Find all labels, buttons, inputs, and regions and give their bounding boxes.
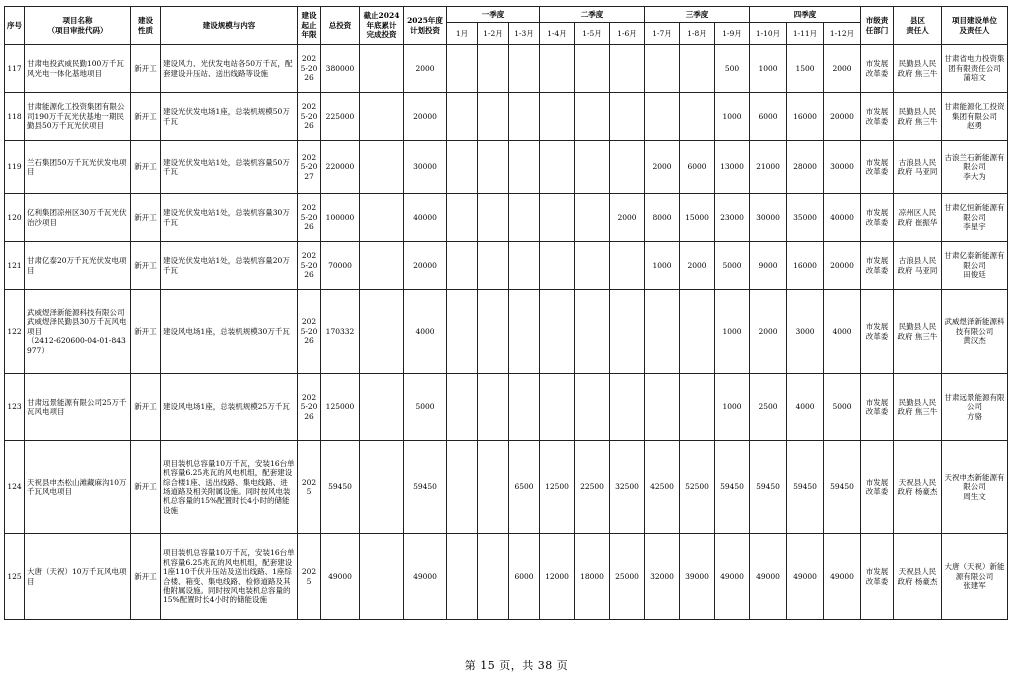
header-seq: 序号 [5,7,25,45]
cell-nature: 新开工 [131,374,161,441]
cell-month-6 [610,93,645,141]
cell-unit: 天祝申杰新能源有限公司 周生文 [942,441,1008,534]
cell-month-9: 5000 [715,242,750,290]
cell-scale: 建设光伏发电场1座，总装机规模50万千瓦 [161,93,298,141]
cell-scale: 项目装机总容量10万千瓦，安装16台单机容量6.25兆瓦的风电机组，配套建设综合楼1座、送出线路、集电线路、进场道路及相关附属设施。同时按风电装机总容量的15%配置时长4小时的储能设施 [161,441,298,534]
cell-month-11: 35000 [787,194,824,242]
header-scale: 建设规模与内容 [161,7,298,45]
cell-month-9: 1000 [715,290,750,374]
cell-month-3 [509,141,540,194]
cell-month-8: 6000 [680,141,715,194]
table-row [5,93,1008,141]
cell-month-2 [478,290,509,374]
cell-dept: 市发展改革委 [861,534,894,620]
cell-project-name: 甘肃电投武威民勤100万千瓦风光电一体化基地项目 [25,45,131,93]
header-month: 1-3月 [509,23,540,45]
cell-scale: 建设风力、光伏发电站各50万千瓦，配套建设升压站、送出线路等设施 [161,45,298,93]
cell-county: 民勤县人民政府 焦三牛 [894,93,942,141]
header-q1: 一季度 [447,7,540,23]
cell-month-4 [540,374,575,441]
cell-total: 125000 [321,374,360,441]
cell-month-11: 49000 [787,534,824,620]
cell-month-10: 2500 [750,374,787,441]
cell-nature: 新开工 [131,93,161,141]
cell-month-2 [478,141,509,194]
cell-unit: 甘肃远景能源有限公司 方骆 [942,374,1008,441]
cell-month-5 [575,374,610,441]
cell-month-10: 6000 [750,93,787,141]
cell-month-5: 18000 [575,534,610,620]
cell-plan-2025: 20000 [404,242,447,290]
cell-seq: 122 [5,290,25,374]
cell-month-3: 6500 [509,441,540,534]
cell-nature: 新开工 [131,45,161,93]
cell-unit: 大唐（天祝）新能源有限公司 张建军 [942,534,1008,620]
table-row [5,194,1008,242]
cell-month-12: 40000 [824,194,861,242]
header-month: 1-6月 [610,23,645,45]
cell-dept: 市发展改革委 [861,441,894,534]
header-month: 1-9月 [715,23,750,45]
cell-month-8: 39000 [680,534,715,620]
cell-period: 2025-2026 [298,93,321,141]
cell-month-11: 16000 [787,242,824,290]
cell-month-5 [575,194,610,242]
cell-month-1 [447,534,478,620]
cell-cum-2024 [360,93,404,141]
cell-month-3 [509,45,540,93]
cell-seq: 119 [5,141,25,194]
cell-month-8: 15000 [680,194,715,242]
cell-unit: 甘肃亿恒新能源有限公司 李星宇 [942,194,1008,242]
cell-period: 2025-2026 [298,45,321,93]
cell-plan-2025: 49000 [404,534,447,620]
cell-total: 225000 [321,93,360,141]
header-unit: 项目建设单位 及责任人 [942,7,1008,45]
cell-month-12: 30000 [824,141,861,194]
cell-total: 380000 [321,45,360,93]
header-nature: 建设 性质 [131,7,161,45]
header-q4: 四季度 [750,7,861,23]
cell-month-2 [478,93,509,141]
cell-month-9: 1000 [715,93,750,141]
cell-dept: 市发展改革委 [861,290,894,374]
cell-month-12: 20000 [824,242,861,290]
cell-month-11: 4000 [787,374,824,441]
cell-month-10: 59450 [750,441,787,534]
cell-month-7 [645,290,680,374]
cell-total: 220000 [321,141,360,194]
cell-month-7: 2000 [645,141,680,194]
cell-plan-2025: 20000 [404,93,447,141]
cell-nature: 新开工 [131,441,161,534]
cell-cum-2024 [360,194,404,242]
project-table [4,6,1008,620]
header-q2: 二季度 [540,7,645,23]
cell-month-9: 59450 [715,441,750,534]
cell-month-6 [610,242,645,290]
cell-scale: 建设光伏发电站1处，总装机容量50万千瓦 [161,141,298,194]
cell-project-name: 甘肃能源化工投资集团有限公司190万千瓦光伏基地一期民勤县50万千瓦光伏项目 [25,93,131,141]
cell-month-4 [540,194,575,242]
cell-unit: 甘肃省电力投资集团有限责任公司 蒲培文 [942,45,1008,93]
cell-dept: 市发展改革委 [861,93,894,141]
cell-project-name: 天祝县申杰松山滩藏麻沟10万千瓦风电项目 [25,441,131,534]
cell-month-10: 30000 [750,194,787,242]
cell-county: 凉州区人民政府 崔振华 [894,194,942,242]
cell-month-9: 1000 [715,374,750,441]
cell-cum-2024 [360,290,404,374]
cell-month-11: 59450 [787,441,824,534]
cell-month-12: 20000 [824,93,861,141]
cell-cum-2024 [360,441,404,534]
header-month: 1-7月 [645,23,680,45]
cell-month-3 [509,374,540,441]
cell-month-5 [575,242,610,290]
cell-month-3 [509,194,540,242]
cell-period: 2025 [298,534,321,620]
header-project-name: 项目名称 （项目审批代码） [25,7,131,45]
cell-month-11: 1500 [787,45,824,93]
header-month: 1-12月 [824,23,861,45]
cell-month-9: 500 [715,45,750,93]
cell-total: 59450 [321,441,360,534]
table-row [5,374,1008,441]
cell-project-name: 甘肃远景能源有限公司25万千瓦风电项目 [25,374,131,441]
cell-month-8 [680,45,715,93]
cell-unit: 古浪兰石新能源有限公司 李大为 [942,141,1008,194]
header-month: 1-10月 [750,23,787,45]
cell-month-12: 49000 [824,534,861,620]
table-row [5,290,1008,374]
cell-period: 2025-2026 [298,194,321,242]
cell-month-4 [540,141,575,194]
cell-seq: 118 [5,93,25,141]
cell-month-1 [447,242,478,290]
cell-dept: 市发展改革委 [861,242,894,290]
cell-month-2 [478,374,509,441]
cell-county: 民勤县人民政府 焦三牛 [894,374,942,441]
cell-month-10: 9000 [750,242,787,290]
cell-seq: 120 [5,194,25,242]
cell-project-name: 兰石集团50万千瓦光伏发电项目 [25,141,131,194]
header-county: 县区 责任人 [894,7,942,45]
cell-month-11: 16000 [787,93,824,141]
cell-seq: 124 [5,441,25,534]
cell-month-7: 1000 [645,242,680,290]
cell-month-2 [478,194,509,242]
header-month: 1-5月 [575,23,610,45]
cell-cum-2024 [360,374,404,441]
table-row [5,441,1008,534]
cell-unit: 武威煜泽新能源科技有限公司 黄汉杰 [942,290,1008,374]
cell-scale: 建设光伏发电站1处，总装机容量20万千瓦 [161,242,298,290]
cell-unit: 甘肃亿泰新能源有限公司 田俊廷 [942,242,1008,290]
cell-month-1 [447,441,478,534]
cell-nature: 新开工 [131,290,161,374]
header-month: 1-2月 [478,23,509,45]
cell-month-10: 1000 [750,45,787,93]
cell-month-9: 49000 [715,534,750,620]
cell-month-3 [509,242,540,290]
cell-month-6 [610,141,645,194]
cell-month-4 [540,45,575,93]
header-q3: 三季度 [645,7,750,23]
cell-unit: 甘肃能源化工投资集团有限公司 赵勇 [942,93,1008,141]
cell-plan-2025: 30000 [404,141,447,194]
cell-period: 2025 [298,441,321,534]
table-row [5,534,1008,620]
cell-month-2 [478,534,509,620]
cell-month-8: 52500 [680,441,715,534]
cell-cum-2024 [360,534,404,620]
cell-month-7 [645,374,680,441]
cell-dept: 市发展改革委 [861,194,894,242]
header-plan-2025: 2025年度 计划投资 [404,7,447,45]
cell-month-4: 12500 [540,441,575,534]
cell-cum-2024 [360,242,404,290]
cell-month-10: 49000 [750,534,787,620]
cell-month-4 [540,93,575,141]
cell-month-4 [540,242,575,290]
header-dept: 市级责 任部门 [861,7,894,45]
header-month: 1-4月 [540,23,575,45]
cell-total: 170332 [321,290,360,374]
cell-plan-2025: 2000 [404,45,447,93]
cell-month-3: 6000 [509,534,540,620]
cell-month-9: 23000 [715,194,750,242]
cell-month-11: 3000 [787,290,824,374]
cell-month-1 [447,45,478,93]
cell-month-7: 42500 [645,441,680,534]
cell-scale: 建设风电场1座，总装机规模30万千瓦 [161,290,298,374]
cell-month-5 [575,290,610,374]
cell-county: 民勤县人民政府 焦三牛 [894,290,942,374]
cell-month-7: 8000 [645,194,680,242]
cell-plan-2025: 5000 [404,374,447,441]
cell-dept: 市发展改革委 [861,45,894,93]
cell-nature: 新开工 [131,141,161,194]
cell-scale: 建设风电场1座，总装机规模25万千瓦 [161,374,298,441]
cell-total: 70000 [321,242,360,290]
cell-plan-2025: 59450 [404,441,447,534]
cell-plan-2025: 4000 [404,290,447,374]
cell-month-6 [610,45,645,93]
cell-month-1 [447,374,478,441]
header-cum-2024: 截止2024 年底累计 完成投资 [360,7,404,45]
table-row [5,242,1008,290]
cell-month-1 [447,290,478,374]
cell-month-1 [447,141,478,194]
cell-month-8 [680,374,715,441]
cell-seq: 125 [5,534,25,620]
cell-month-4: 12000 [540,534,575,620]
cell-month-7: 32000 [645,534,680,620]
cell-county: 古浪县人民政府 马亚同 [894,141,942,194]
cell-seq: 123 [5,374,25,441]
header-total: 总投资 [321,7,360,45]
header-month: 1-11月 [787,23,824,45]
cell-county: 古浪县人民政府 马亚同 [894,242,942,290]
cell-month-12: 4000 [824,290,861,374]
table-row [5,45,1008,93]
cell-month-11: 28000 [787,141,824,194]
page-number: 第 15 页，共 38 页 [464,659,569,672]
cell-total: 49000 [321,534,360,620]
cell-month-12: 59450 [824,441,861,534]
cell-nature: 新开工 [131,534,161,620]
cell-project-name: 甘肃亿泰20万千瓦光伏发电项目 [25,242,131,290]
cell-month-12: 2000 [824,45,861,93]
cell-month-6: 25000 [610,534,645,620]
cell-month-6: 32500 [610,441,645,534]
cell-month-5 [575,93,610,141]
cell-project-name: 武威煜泽新能源科技有限公司武威煜泽民勤县30万千瓦风电项目 （2412-620600-04-01-843977） [25,290,131,374]
cell-seq: 117 [5,45,25,93]
cell-month-5 [575,141,610,194]
cell-seq: 121 [5,242,25,290]
cell-month-4 [540,290,575,374]
cell-nature: 新开工 [131,194,161,242]
cell-month-10: 21000 [750,141,787,194]
cell-plan-2025: 40000 [404,194,447,242]
cell-month-8 [680,93,715,141]
cell-month-3 [509,290,540,374]
cell-month-2 [478,242,509,290]
cell-month-8: 2000 [680,242,715,290]
cell-period: 2025-2026 [298,374,321,441]
cell-month-7 [645,93,680,141]
cell-month-1 [447,93,478,141]
header-month: 1-8月 [680,23,715,45]
cell-month-3 [509,93,540,141]
cell-dept: 市发展改革委 [861,374,894,441]
cell-nature: 新开工 [131,242,161,290]
header-month: 1月 [447,23,478,45]
cell-month-7 [645,45,680,93]
cell-project-name: 大唐（天祝）10万千瓦风电项目 [25,534,131,620]
cell-cum-2024 [360,45,404,93]
cell-cum-2024 [360,141,404,194]
cell-county: 天祝县人民政府 杨豪杰 [894,441,942,534]
cell-scale: 项目装机总容量10万千瓦，安装16台单机容量6.25兆瓦的风电机组，配套建设1座110千伏升压站及送出线路、1座综合楼、箱变、集电线路、检修道路及其他附属设施。同时按风电装机总容量的15%配置时长4小时的储能设施 [161,534,298,620]
cell-total: 100000 [321,194,360,242]
cell-month-2 [478,441,509,534]
cell-county: 民勤县人民政府 焦三牛 [894,45,942,93]
cell-period: 2025-2026 [298,242,321,290]
cell-month-6: 2000 [610,194,645,242]
table-row [5,141,1008,194]
cell-month-8 [680,290,715,374]
cell-dept: 市发展改革委 [861,141,894,194]
cell-period: 2025-2027 [298,141,321,194]
cell-county: 天祝县人民政府 杨豪杰 [894,534,942,620]
cell-month-5: 22500 [575,441,610,534]
cell-scale: 建设光伏发电站1处，总装机容量30万千瓦 [161,194,298,242]
cell-month-6 [610,290,645,374]
cell-month-1 [447,194,478,242]
cell-period: 2025-2026 [298,290,321,374]
cell-month-12: 5000 [824,374,861,441]
header-period: 建设 起止 年限 [298,7,321,45]
cell-month-5 [575,45,610,93]
cell-project-name: 亿利集团凉州区30万千瓦光伏治沙项目 [25,194,131,242]
cell-month-10: 2000 [750,290,787,374]
cell-month-2 [478,45,509,93]
cell-month-9: 13000 [715,141,750,194]
cell-month-6 [610,374,645,441]
